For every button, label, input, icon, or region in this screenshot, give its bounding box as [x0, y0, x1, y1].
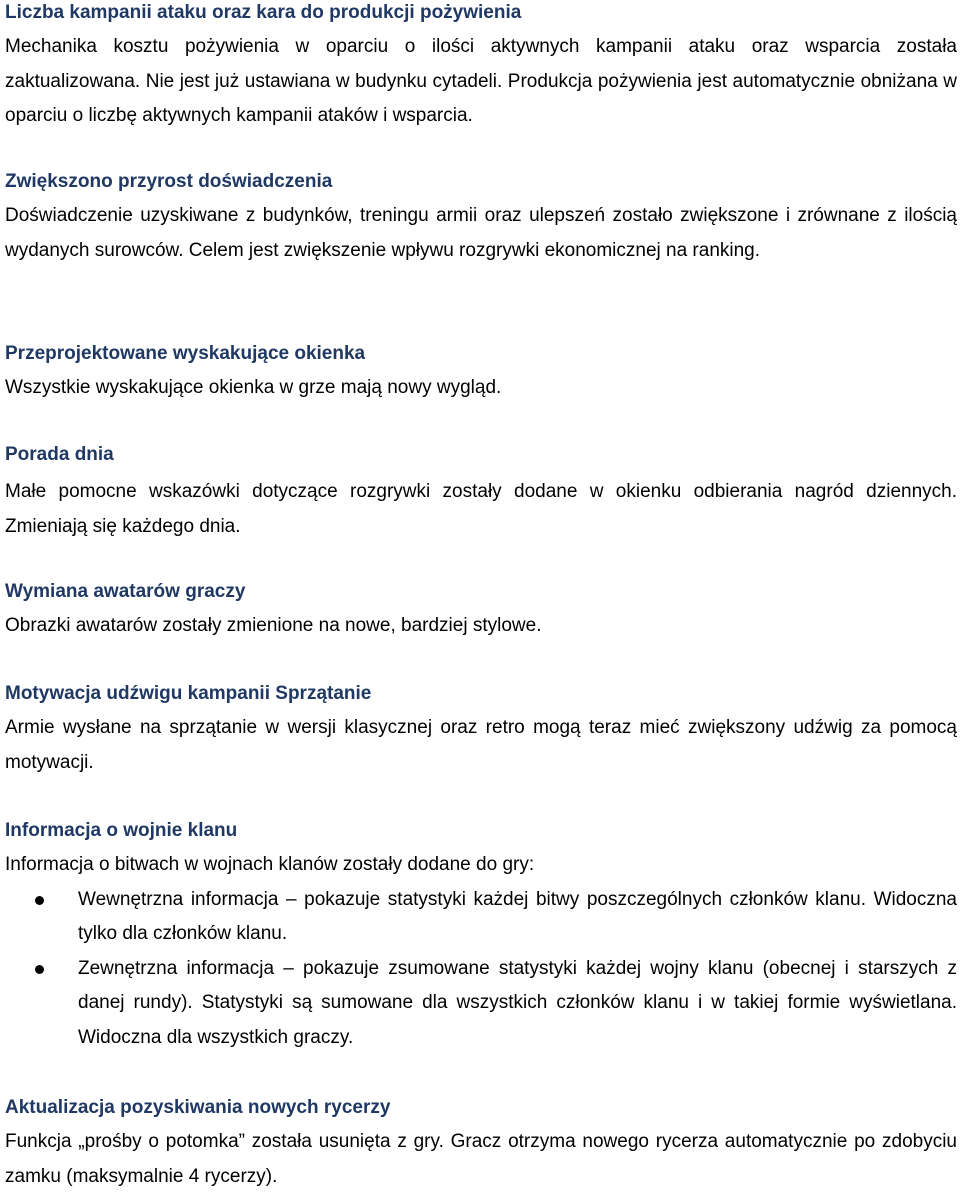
- bullet-icon: [35, 896, 44, 905]
- section-body: Małe pomocne wskazówki dotyczące rozgrywki zostały dodane w okienku odbierania nagród dziennych. Zmieniają się każdego dnia.: [5, 481, 957, 537]
- section-heading: Liczba kampanii ataku oraz kara do produkcji pożywienia: [5, 2, 522, 23]
- bullet-icon: [35, 965, 44, 974]
- section-popups: [5, 337, 957, 406]
- section-heading: Porada dnia: [5, 444, 114, 465]
- section-body: Mechanika kosztu pożywienia w oparciu o ilości aktywnych kampanii ataku oraz wsparcia została zaktualizowana. Nie jest już ustawiana w budynku cytadeli. Produkcja pożywienia jest automatycznie obniżana w oparciu o liczbę aktywnych kampanii ataków i wsparcia.: [5, 36, 957, 126]
- section-body: Armie wysłane na sprzątanie w wersji klasycznej oraz retro mogą teraz mieć zwiększony udźwig za pomocą motywacji.: [5, 717, 957, 773]
- bullet-text: Zewnętrzna informacja – pokazuje zsumowane statystyki każdej wojny klanu (obecnej i starszych z danej rundy). Statystyki są sumowane dla wszystkich członków klanu i w takiej formie wyświetlana. Widoczna dla wszystkich graczy.: [78, 957, 957, 1048]
- section-heading: Informacja o wojnie klanu: [5, 820, 238, 841]
- section-heading: Zwiększono przyrost doświadczenia: [5, 171, 333, 192]
- section-heading: Aktualizacja pozyskiwania nowych rycerzy: [5, 1097, 391, 1118]
- section-heading: Wymiana awatarów graczy: [5, 581, 246, 602]
- section-body: Doświadczenie uzyskiwane z budynków, treningu armii oraz ulepszeń zostało zwiększone i zrównane z ilością wydanych surowców. Celem jest zwiększenie wpływu rozgrywki ekonomicznej na ranking.: [5, 205, 957, 261]
- bullet-item-internal: [5, 883, 957, 952]
- bullet-text: Wewnętrzna informacja – pokazuje statystyki każdej bitwy poszczególnych członków klanu. Widoczna tylko dla członków klanu.: [78, 888, 957, 944]
- section-avatars: [5, 575, 957, 644]
- section-new-knights: [5, 1091, 957, 1194]
- section-body: Obrazki awatarów zostały zmienione na nowe, bardziej stylowe.: [5, 615, 542, 636]
- section-food-penalty: [5, 0, 957, 134]
- section-body: Funkcja „prośby o potomka” została usunięta z gry. Gracz otrzyma nowego rycerza automatycznie po zdobyciu zamku (maksymalnie 4 rycerzy).: [5, 1131, 957, 1187]
- bullet-list: [5, 883, 957, 1056]
- section-body: Informacja o bitwach w wojnach klanów zostały dodane do gry:: [5, 854, 535, 875]
- section-clan-war-info: [5, 814, 957, 1055]
- section-experience-gain: [5, 165, 957, 268]
- section-heading: Przeprojektowane wyskakujące okienka: [5, 343, 366, 364]
- section-heading: Motywacja udźwigu kampanii Sprzątanie: [5, 683, 372, 704]
- section-body: Wszystkie wyskakujące okienka w grze mają nowy wygląd.: [5, 377, 502, 398]
- section-tip-of-day: [5, 438, 957, 544]
- section-cleanup-capacity: [5, 677, 957, 780]
- bullet-item-external: [5, 952, 957, 1056]
